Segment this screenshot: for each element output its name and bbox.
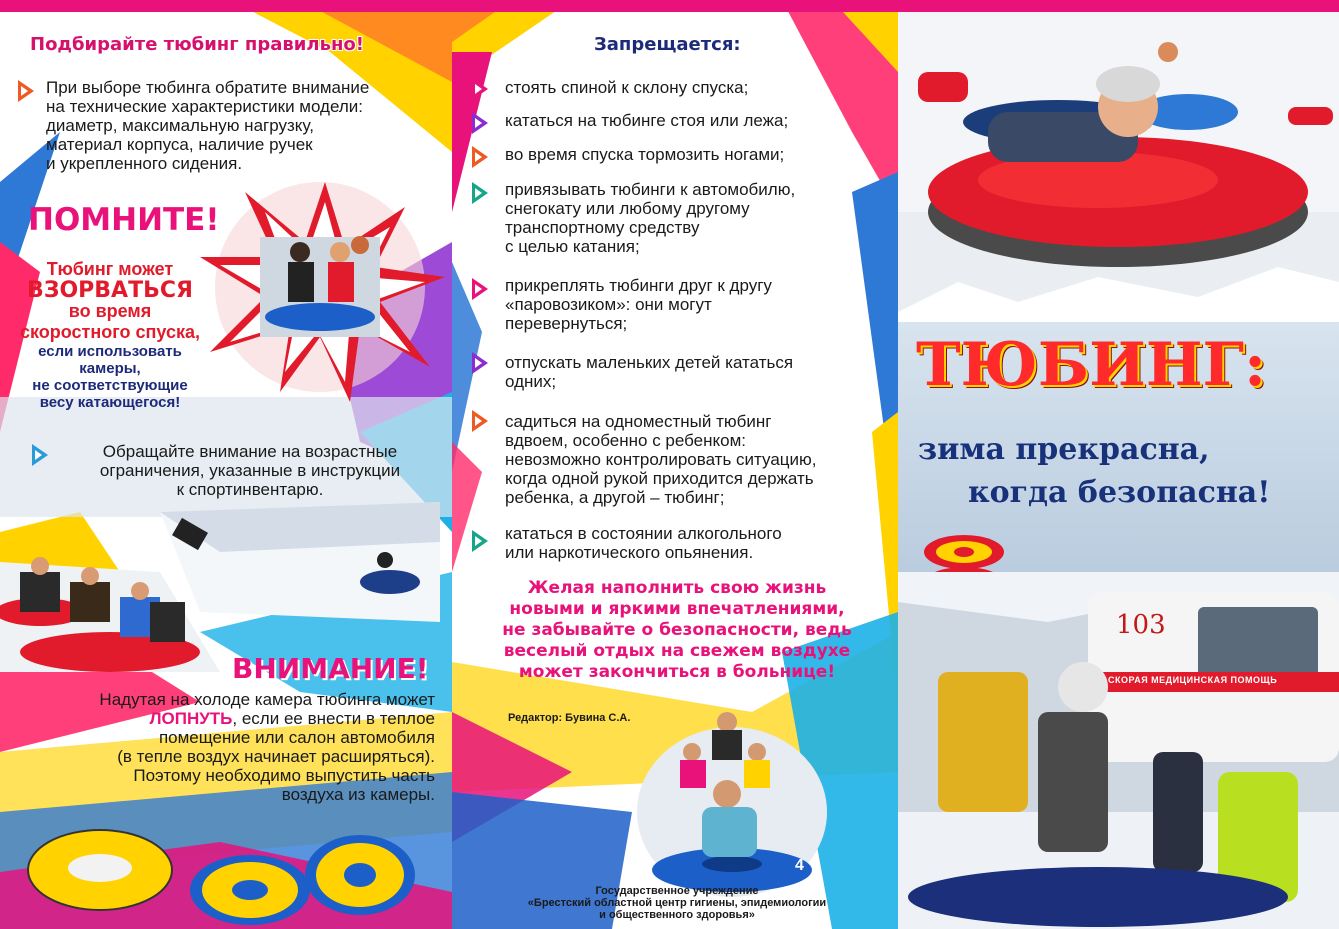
rule-item-2 bbox=[505, 111, 788, 130]
panel-middle bbox=[452, 12, 898, 929]
remember-line: камеры, bbox=[79, 360, 141, 377]
rule-item-4 bbox=[505, 180, 795, 256]
burst-starburst-image bbox=[200, 177, 450, 407]
rule-item-3 bbox=[505, 145, 784, 164]
rule-line: вдвоем, особенно с ребенком: bbox=[505, 431, 747, 450]
subtitle-line-1: зима прекрасна, bbox=[918, 432, 1210, 467]
slogan-line: не забывайте о безопасности, ведь bbox=[502, 620, 852, 640]
bullet-icon bbox=[18, 80, 34, 102]
attention-line: Поэтому необходимо выпустить часть bbox=[133, 766, 435, 785]
slogan bbox=[472, 578, 882, 683]
bullet-icon bbox=[472, 112, 488, 134]
remember-line: весу катающегося! bbox=[39, 394, 181, 411]
yellow-tubes-image bbox=[20, 820, 420, 929]
rule-item-8 bbox=[505, 524, 782, 562]
editor-credit: Редактор: Бувина С.А. bbox=[508, 712, 631, 724]
rule-line: перевернуться; bbox=[505, 314, 628, 333]
rule-line: транспортному средству bbox=[505, 218, 700, 237]
slogan-line: веселый отдых на свежем воздухе bbox=[503, 641, 851, 661]
rule-line: садиться на одноместный тюбинг bbox=[505, 412, 772, 431]
attention-line: (в тепле воздух начинает расширяться). bbox=[117, 747, 435, 766]
age-line: ограничения, указанные в инструкции bbox=[99, 461, 401, 480]
attention-line: воздуха из камеры. bbox=[281, 785, 435, 804]
rule-line: прикреплять тюбинги друг к другу bbox=[505, 276, 772, 295]
remember-title: ПОМНИТЕ! bbox=[28, 202, 220, 238]
intro-text bbox=[46, 78, 446, 173]
intro-line: диаметр, максимальную нагрузку, bbox=[46, 116, 314, 135]
remember-line: не соответствующие bbox=[32, 377, 188, 394]
rule-line: «паровозиком»: они могут bbox=[505, 295, 712, 314]
age-line: к спортинвентарю. bbox=[176, 480, 324, 499]
bullet-icon bbox=[32, 444, 48, 466]
rule-line: или наркотического опьянения. bbox=[505, 543, 754, 562]
intro-line: При выборе тюбинга обратите внимание bbox=[46, 78, 370, 97]
middle-heading: Запрещается: bbox=[594, 34, 741, 55]
age-line: Обращайте внимание на возрастные bbox=[102, 442, 398, 461]
panel-right bbox=[898, 12, 1339, 929]
bullet-icon bbox=[472, 410, 488, 432]
ambulance-number: 103 bbox=[1116, 610, 1166, 640]
rule-item-6 bbox=[505, 353, 793, 391]
age-text bbox=[60, 442, 440, 499]
attention-line: Надутая на холоде камера тюбинга может bbox=[99, 690, 435, 709]
attention-line: помещение или салон автомобиля bbox=[158, 728, 435, 747]
footer-line: «Брестский областной центр гигиены, эпидемиологии bbox=[527, 897, 827, 909]
rule-line: одних; bbox=[505, 372, 557, 391]
remember-line: если использовать bbox=[38, 343, 182, 360]
intro-line: и укрепленного сидения. bbox=[46, 154, 243, 173]
remember-text bbox=[10, 259, 210, 411]
girl-tubing-photo bbox=[898, 12, 1339, 332]
rule-line: во время спуска тормозить ногами; bbox=[505, 145, 785, 164]
bullet-icon bbox=[472, 146, 488, 168]
bullet-icon bbox=[472, 182, 488, 204]
intro-line: на технические характеристики модели: bbox=[46, 97, 364, 116]
bullet-icon bbox=[472, 278, 488, 300]
remember-line: ВЗОРВАТЬСЯ bbox=[27, 278, 193, 303]
rule-line: с целью катания; bbox=[505, 237, 640, 256]
organization-footer bbox=[472, 885, 882, 921]
remember-line: во время bbox=[68, 301, 152, 321]
rule-line: стоять спиной к склону спуска; bbox=[505, 78, 749, 97]
rule-line: невозможно контролировать ситуацию, bbox=[505, 450, 817, 469]
rule-line: привязывать тюбинги к автомобилю, bbox=[505, 180, 796, 199]
slogan-line: Желая наполнить свою жизнь bbox=[527, 578, 827, 598]
tube-number: 4 bbox=[795, 857, 804, 874]
slogan-line: новыми и яркими впечатлениями, bbox=[509, 599, 845, 619]
rule-line: отпускать маленьких детей кататься bbox=[505, 353, 794, 372]
intro-line: материал корпуса, наличие ручек bbox=[46, 135, 313, 154]
rule-line: кататься на тюбинге стоя или лежа; bbox=[505, 111, 789, 130]
rule-item-5 bbox=[505, 276, 772, 333]
remember-line: скоростного спуска, bbox=[20, 322, 200, 342]
rule-item-1 bbox=[505, 78, 748, 97]
main-title: ТЮБИНГ: bbox=[916, 330, 1267, 400]
ambulance-label: СКОРАЯ МЕДИЦИНСКАЯ ПОМОЩЬ bbox=[1108, 675, 1278, 685]
rule-line: ребенка, а другой – тюбинг; bbox=[505, 488, 725, 507]
left-heading: Подбирайте тюбинг правильно! bbox=[30, 34, 364, 55]
slogan-line: может закончиться в больнице! bbox=[518, 662, 836, 682]
bullet-icon bbox=[472, 352, 488, 374]
footer-line: и общественного здоровья» bbox=[599, 909, 755, 921]
attention-title: ВНИМАНИЕ! bbox=[232, 652, 429, 685]
attention-line-rest: , если ее внести в теплое bbox=[232, 709, 435, 728]
subtitle-line-2: когда безопасна! bbox=[968, 475, 1271, 510]
burst-word: ЛОПНУТЬ bbox=[149, 709, 233, 728]
attention-line bbox=[20, 709, 435, 728]
bullet-icon bbox=[472, 78, 488, 100]
remember-line: Тюбинг может bbox=[46, 259, 174, 279]
rule-line: когда одной рукой приходится держать bbox=[505, 469, 814, 488]
attention-text bbox=[20, 690, 435, 804]
panel-left bbox=[0, 12, 452, 929]
bullet-icon bbox=[472, 530, 488, 552]
top-border bbox=[0, 0, 1339, 12]
rule-line: снегокату или любому другому bbox=[505, 199, 750, 218]
rule-line: кататься в состоянии алкогольного bbox=[505, 524, 782, 543]
rule-item-7 bbox=[505, 412, 816, 507]
footer-line: Государственное учреждение bbox=[595, 885, 759, 897]
